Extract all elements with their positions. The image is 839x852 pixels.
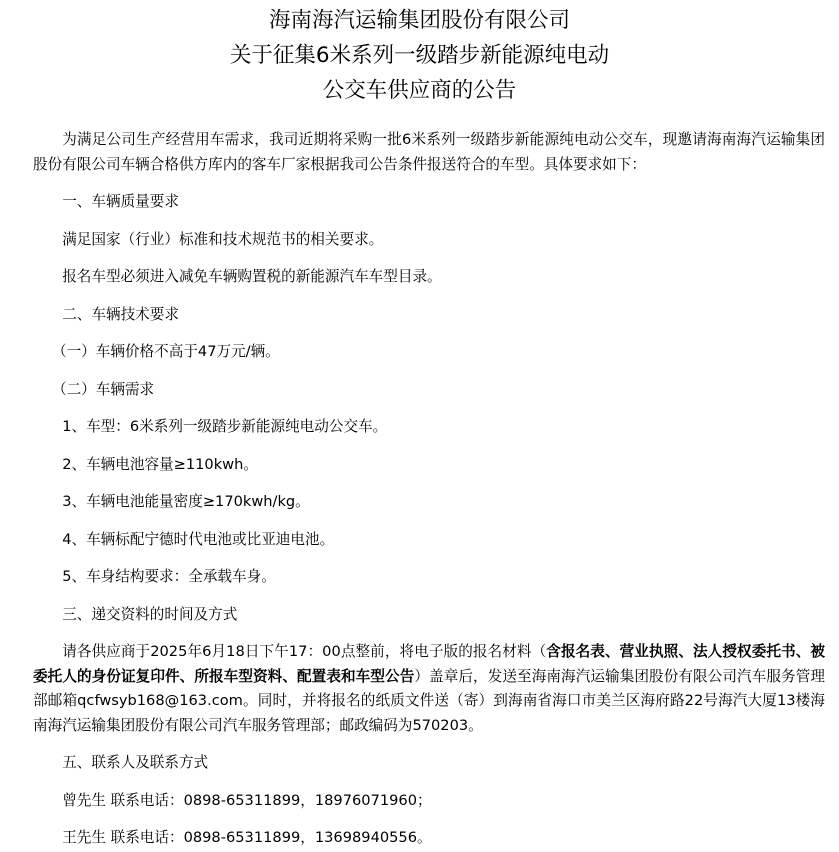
section-3-required-materials: 含报名表、营业执照、法人授权委托书、被委托人的身份证复印件、所报车型资料、配置表和车型公告 xyxy=(33,643,825,685)
section-2-sub-1: （一）车辆价格不高于47万元/辆。 xyxy=(51,343,280,360)
requirement-item-2: 2、车辆电池容量≥110kwh。 xyxy=(62,455,258,473)
section-1-paragraph-1: 满足国家（行业）标准和技术规范书的相关要求。 xyxy=(62,230,384,248)
requirement-item-3: 3、车辆电池能量密度≥170kwh/kg。 xyxy=(62,493,310,510)
section-3-heading: 三、递交资料的时间及方式 xyxy=(62,605,238,623)
section-1-heading: 一、车辆质量要求 xyxy=(62,193,179,210)
section-3-body-part-a: 请各供应商于2025年6月18日下午17：00点整前，将电子版的报名材料（ xyxy=(62,643,547,660)
contact-2: 王先生 联系电话：0898-65311899，13698940556。 xyxy=(62,829,432,846)
requirement-item-1: 1、车型：6米系列一级踏步新能源纯电动公交车。 xyxy=(62,418,388,435)
contact-1: 曾先生 联系电话：0898-65311899，18976071960； xyxy=(62,791,432,809)
title-line-3: 公交车供应商的公告 xyxy=(322,78,517,103)
title-line-1: 海南海汽运输集团股份有限公司 xyxy=(268,8,570,33)
section-2-heading: 二、车辆技术要求 xyxy=(62,305,179,323)
section-5-heading: 五、联系人及联系方式 xyxy=(62,754,209,771)
requirement-item-5: 5、车身结构要求：全承载车身。 xyxy=(62,568,276,585)
section-1-paragraph-2: 报名车型必须进入减免车辆购置税的新能源汽车车型目录。 xyxy=(62,268,442,285)
title-line-2: 关于征集6米系列一级踏步新能源纯电动 xyxy=(229,43,610,68)
intro-paragraph: 为满足公司生产经营用车需求，我司近期将采购一批6米系列一级踏步新能源纯电动公交车，现邀请海南海汽运输集团股份有限公司车辆合格供方库内的客车厂家根据我司公告条件报送符合的车型。具体要求如下： xyxy=(33,131,825,173)
requirement-item-4: 4、车辆标配宁德时代电池或比亚迪电池。 xyxy=(62,530,335,548)
section-3-body-part-b: ）盖章后，发送至海南海汽运输集团股份有限公司汽车服务管理部邮箱qcfwsyb168@163.com。同时，并将报名的纸质文件送（寄）到海南省海口市美兰区海府路22号海汽大厦13楼海南海汽运输集团股份有限公司汽车服务管理部；邮政编码为570203。 xyxy=(33,667,825,734)
document-title xyxy=(0,0,839,108)
section-2-sub-2: （二）车辆需求 xyxy=(51,380,155,398)
section-3-body xyxy=(33,640,825,738)
